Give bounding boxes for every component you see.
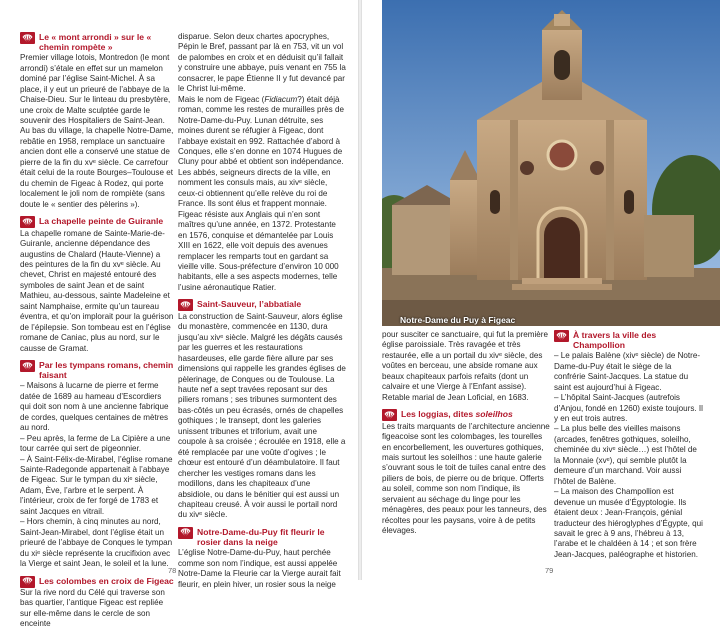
section-title: Saint-Sauveur, l’abbatiale	[197, 299, 302, 310]
italic-term: Fidiacum	[264, 94, 298, 104]
column-4	[554, 330, 704, 560]
photo-caption: Notre-Dame du Puy à Figeac	[400, 315, 516, 325]
section-body: La construction de Saint-Sauveur, alors église du monastère, commencée en 1130, dura jusqu’au xivᵉ siècle. Malgré les dégâts causés par les guerres et les restaurations hasardeuses, elle garde fière allure par ses dimensions qui rappelle les grandes églises de pèlerinage, de Conques ou de Toulouse. La haute nef a sept travées reposant sur des piliers romans ; ses tribunes surmontent des bas-côtés un peu écrasés, ornés de chapelles gothiques ; le transept, dont les galeries unissent tribunes et triforium, avait une coupole à sa croisée ; écroulée en 1918, elle a été remplacée par une voûte d’ogives ; le chœur est entouré d’un déambulatoire. Il faut chercher les vestiges romans dans les modillons, dans les chapiteaux d’une absidiole, ou dans le bénitier qui est aussi un chapiteau creusé. À voir aussi le portail nord du xivᵉ siècle.	[178, 311, 346, 520]
section-body: Les traits marquants de l’architecture ancienne figeacoise sont les colombages, les tourelles en encorbellement, les ouvertures gothiques, mais surtout les soleilhos : une haute galerie s’ouvrant sous le toit de tuiles canal entre des piliers de bois, de pierre ou de brique. Offerts au soleil, comme son nom l’indique, ils servaient au séchage du linge pour les ménagères, des peaux pour les tanneurs, des récoltes pour les paysans, voire à de petits élevages.	[382, 421, 550, 536]
church-photo	[382, 0, 720, 326]
section-tympans	[20, 360, 174, 569]
column-1	[20, 32, 177, 630]
title-italic-run: soleilhos	[475, 409, 513, 420]
text-run: ?) était déjà roman, comme les restes de murailles près de Notre-Dame-du-Puy. Lunan détruite, ses moines durent se réfugier à Figeac, dont l’abbaye existait en 992. Rattachée d’abord à Conques, elle s’en donne en 1074 Hugues de Cluny pour abbé et obtient son indépendance. Les abbés, seigneurs directs de la ville, en nomment les consuls mais, au xivᵉ siècle, ceux-ci obtiennent qu’elle relève du roi de France. Ils sont élus et frappent monnaie. Figeac résiste aux Anglais qui n’en sont maîtres qu’une année, en 1372. Protestante en 1576, conquise et démantelée par Louis XIII en 1622, elle voit depuis des avenues remplacer les remparts tout en gardant sa vieille ville. Sous-préfecture d’environ 10 000 habitants, elle a ses aspects modernes, telle l’usine aéronautique Ratier.	[178, 94, 344, 292]
section-title: Notre-Dame-du-Puy fit fleurir le rosier dans la neige	[197, 526, 325, 548]
section-title	[401, 409, 513, 419]
heading-champollion	[554, 330, 704, 351]
scallop-shell-icon	[20, 576, 35, 588]
section-body: Premier village lotois, Montredon (le mont arrondi) s’étale en effet sur un mamelon dominé par l’église Saint-Michel. À sa place, il y eut un prieuré de l’abbaye de la Chaise-Dieu. Sur le linteau du presbytère, une croix de Malte sculptée garde le souvenir des Hospitaliers de Saint-Jean. Au bas du village, la chapelle Notre-Dame, rebâtie en 1958, remplace un sanctuaire ancien dont elle a conservé une statue de pierre de la fin du xvᵉ siècle. Ce carrefour était celui de la route Bourges–Toulouse et du chemin de Figeac à Rodez, qui porte localement le joli nom de rompiète (sans doute le « sentier des pèlerins »).	[20, 53, 174, 209]
paragraph: disparue. Selon deux chartes apocryphes, Pépin le Bref, passant par là en 753, vit un vol de palombes en croix et en déduisit qu’il fallait y construire une abbaye, puis venant en 755 la consacrer, le pape Étienne II y fut devancé par le Christ lui-même.	[178, 32, 346, 94]
scallop-shell-icon	[20, 216, 35, 228]
heading-soleilhos	[382, 409, 550, 421]
scallop-shell-icon	[20, 360, 35, 372]
heading-notre-dame-du-puy	[178, 527, 346, 548]
church-illustration	[382, 0, 720, 326]
heading-montredon	[20, 32, 174, 53]
column-3	[382, 330, 550, 537]
title-run: Les loggias, dites	[401, 409, 476, 420]
text-run: Mais le nom de Figeac (	[178, 94, 265, 104]
heading-saint-sauveur	[178, 299, 346, 311]
scallop-shell-icon	[554, 330, 569, 342]
section-colombes	[20, 576, 174, 630]
section-notre-dame-du-puy	[178, 527, 346, 590]
section-title: Le « mont arrondi » sur le « chemin rompète »	[39, 32, 152, 53]
heading-guiranle	[20, 216, 174, 228]
heading-tympans	[20, 360, 174, 381]
paragraph	[178, 95, 346, 294]
section-title: À travers la ville des Champollion	[573, 330, 657, 351]
section-soleilhos	[382, 409, 550, 536]
section-body: – Maisons à lucarne de pierre et ferme datée de 1689 au hameau d’Escordiers qui doit son nom à une ancienne fabrique de cordes, quelques centaines de mètres au nord. – Peu après, la ferme de La Cipière a une tour carrée qui sert de pigeonnier. – À Saint-Félix-de-Mirabel, l’église romane Sainte-Radegonde appartenait à l’abbaye de Figeac. Sur le tympan du xiᵉ siècle, Adam, Ève, l’arbre et le serpent. À l’intérieur, croix de fer forgé de 1783 et saint Jacques en vitrail. – Hors chemin, à cinq minutes au nord, Saint-Jean-Mirabel, dont l’église était un prieuré de l’abbaye de Conques le tympan du xiᵉ siècle représente la crucifixion avec la Vierge et saint Jean, le soleil et la lune.	[20, 381, 173, 569]
section-champollion	[554, 330, 704, 560]
section-body: Sur la rive nord du Célé qui traverse son bas quartier, l’antique Figeac est repliée sur elle-même dans le cercle de son enceinte	[20, 588, 165, 629]
section-body: La chapelle romane de Sainte-Marie-de-Guiranle, ancienne dépendance des augustins de Chalard (Haute-Vienne) a des peintures de la fin du xvᵉ siècle. Au chevet, Christ en majesté entouré des symboles de saint Jean et de saint Mathieu, au-dessous, sainte Madeleine et saint Namphaise, ermite qu’un taureau éventra, et qu’on implorait pour la guérison de l’épilepsie. Son tombeau est en l’église romane de Caniac, plus au nord, sur le causse de Gramat.	[20, 228, 174, 353]
scallop-shell-icon	[382, 409, 397, 421]
column-2	[178, 32, 346, 590]
section-body: L’église Notre-Dame-du-Puy, haut perchée comme son nom l’indique, est aussi appelée Notre-Dame la Fleurie car la Vierge aurait fait fleurir, en plein hiver, un rosier sous la neige	[178, 548, 341, 589]
scallop-shell-icon	[178, 299, 193, 311]
page-number-left: 78	[168, 566, 177, 575]
section-montredon	[20, 32, 174, 210]
scallop-shell-icon	[178, 527, 193, 539]
section-title: La chapelle peinte de Guiranle	[39, 216, 164, 227]
section-guiranle	[20, 216, 174, 354]
section-title: Par les tympans romans, chemin faisant	[39, 360, 174, 381]
paragraph: pour susciter ce sanctuaire, qui fut la première église paroissiale. Très ravagée et très restaurée, elle a un portail du xivᵉ siècle, des voûtes en berceau, une abside romane aux beaux chapiteaux parfois refaits (dont un calvaire et une Vierge à l’Enfant assise). Retable marial de Jean Loficial, en 1683.	[382, 330, 549, 402]
section-title: Les colombes en croix de Figeac	[39, 575, 174, 586]
page-number-right: 79	[545, 566, 554, 575]
heading-colombes	[20, 576, 174, 588]
section-saint-sauveur	[178, 299, 346, 521]
section-body: – Le palais Balène (xivᵉ siècle) de Notre-Dame-du-Puy était le siège de la confrérie Saint-Jacques. La statue du saint est aujourd’hui à Figeac. – L’hôpital Saint-Jacques (autrefois d’Anjou, fondé en 1260) existe toujours. Il y en eut trois autres. – La plus belle des vieilles maisons (arcades, fenêtres gothiques, soleilho, cheminée du xivᵉ siècle…) est l’hôtel de la Monnaie (xvᵉ), qui semble plutôt la demeure d’un marchand. Voir aussi l’hôtel de Balène. – La maison des Champollion est devenue un musée d’Égyptologie. Ils étaient deux : Jean-François, génial traducteur des hiéroglyphes d’Égypte, qui savait le grec à 9 ans, l’hébreu à 13, l’arabe et le chaldéen à 14 ; et son frère Jean-Jacques, paléographe et historien.	[554, 351, 703, 559]
scallop-shell-icon	[20, 32, 35, 44]
